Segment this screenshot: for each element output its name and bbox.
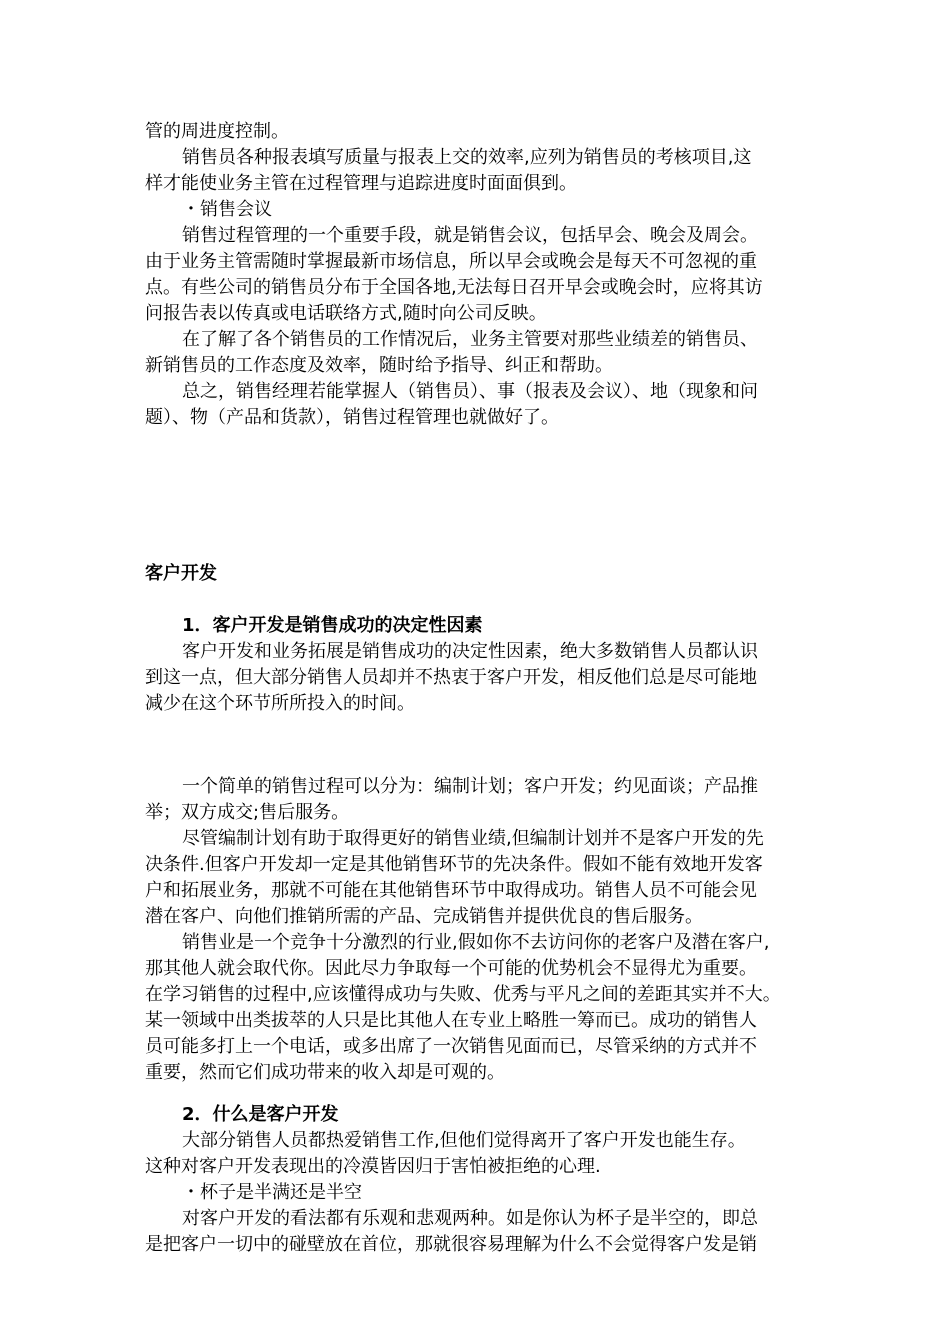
paragraph-line: 销售过程管理的一个重要手段，就是销售会议，包括早会、晚会及周会。 [182,225,758,246]
paragraph-line: 户和拓展业务，那就不可能在其他销售环节中取得成功。销售人员不可能会见 [145,880,757,901]
paragraph-line: 客户开发和业务拓展是销售成功的决定性因素，绝大多数销售人员都认识 [182,641,758,662]
spacer [145,587,810,613]
paragraph-line: 员可能多打上一个电话，或多出席了一次销售见面而已，尽管采纳的方式并不 [145,1036,757,1057]
paragraph-line: 一个简单的销售过程可以分为：编制计划；客户开发；约见面谈；产品推 [182,776,758,797]
bullet-heading-cup: ・杯子是半满还是半空 [182,1182,362,1203]
paragraph-line: 销售业是一个竞争十分激烈的行业,假如你不去访问你的老客户及潜在客户, [182,932,770,953]
subsection-title-2: 2．什么是客户开发 [182,1104,339,1125]
paragraph-line: 由于业务主管需随时掌握最新市场信息，所以早会或晚会是每天不可忽视的重 [145,251,757,272]
paragraph-line: 管的周进度控制。 [145,121,289,142]
document-page [145,119,810,1258]
subsection-title-1: 1．客户开发是销售成功的决定性因素 [182,615,483,636]
paragraph-line: 这种对客户开发表现出的冷漠皆因归于害怕被拒绝的心理. [145,1156,601,1177]
paragraph-line: 大部分销售人员都热爱销售工作,但他们觉得离开了客户开发也能生存。 [182,1130,746,1151]
paragraph-line: 那其他人就会取代你。因此尽力争取每一个可能的优势机会不显得尤为重要。 [145,958,757,979]
paragraph-line: 减少在这个环节所所投入的时间。 [145,693,415,714]
paragraph-line: 新销售员的工作态度及效率，随时给予指导、纠正和帮助。 [145,355,613,376]
paragraph-line: 总之，销售经理若能掌握人（销售员）、事（报表及会议）、地（现象和问 [182,381,758,402]
paragraph-line: 题）、物（产品和货款），销售过程管理也就做好了。 [145,407,559,428]
bullet-heading-sales-meeting: ・销售会议 [182,199,272,220]
section-heading: 客户开发 [145,563,217,584]
paragraph-line: 样才能使业务主管在过程管理与追踪进度时面面俱到。 [145,173,577,194]
paragraph-line: 决条件.但客户开发却一定是其他销售环节的先决条件。假如不能有效地开发客 [145,854,763,875]
spacer [145,717,810,774]
spacer [145,1086,810,1102]
paragraph-line: 在了解了各个销售员的工作情况后，业务主管要对那些业绩差的销售员、 [182,329,758,350]
paragraph-line: 是把客户一切中的碰壁放在首位，那就很容易理解为什么不会觉得客户发是销 [145,1234,757,1255]
paragraph-line: 销售员各种报表填写质量与报表上交的效率,应列为销售员的考核项目,这 [182,147,752,168]
paragraph-line: 举；双方成交;售后服务。 [145,802,350,823]
paragraph-line: 潜在客户、向他们推销所需的产品、完成销售并提供优良的售后服务。 [145,906,703,927]
section-sales-process [145,119,810,431]
paragraph-line: 重要，然而它们成功带来的收入却是可观的。 [145,1062,505,1083]
paragraph-line: 问报告表以传真或电话联络方式,随时向公司反映。 [145,303,547,324]
paragraph-line: 尽管编制计划有助于取得更好的销售业绩,但编制计划并不是客户开发的先 [182,828,764,849]
paragraph-line: 到这一点，但大部分销售人员却并不热衷于客户开发，相反他们总是尽可能地 [145,667,757,688]
paragraph-line: 对客户开发的看法都有乐观和悲观两种。如是你认为杯子是半空的，即总 [182,1208,758,1229]
paragraph-line: 在学习销售的过程中,应该懂得成功与失败、优秀与平凡之间的差距其实并不大。 [145,984,781,1005]
section-customer-development [145,561,810,1258]
spacer [145,431,810,561]
paragraph-line: 点。有些公司的销售员分布于全国各地,无法每日召开早会或晚会时，应将其访 [145,277,763,298]
paragraph-line: 某一领域中出类拔萃的人只是比其他人在专业上略胜一筹而已。成功的销售人 [145,1010,757,1031]
